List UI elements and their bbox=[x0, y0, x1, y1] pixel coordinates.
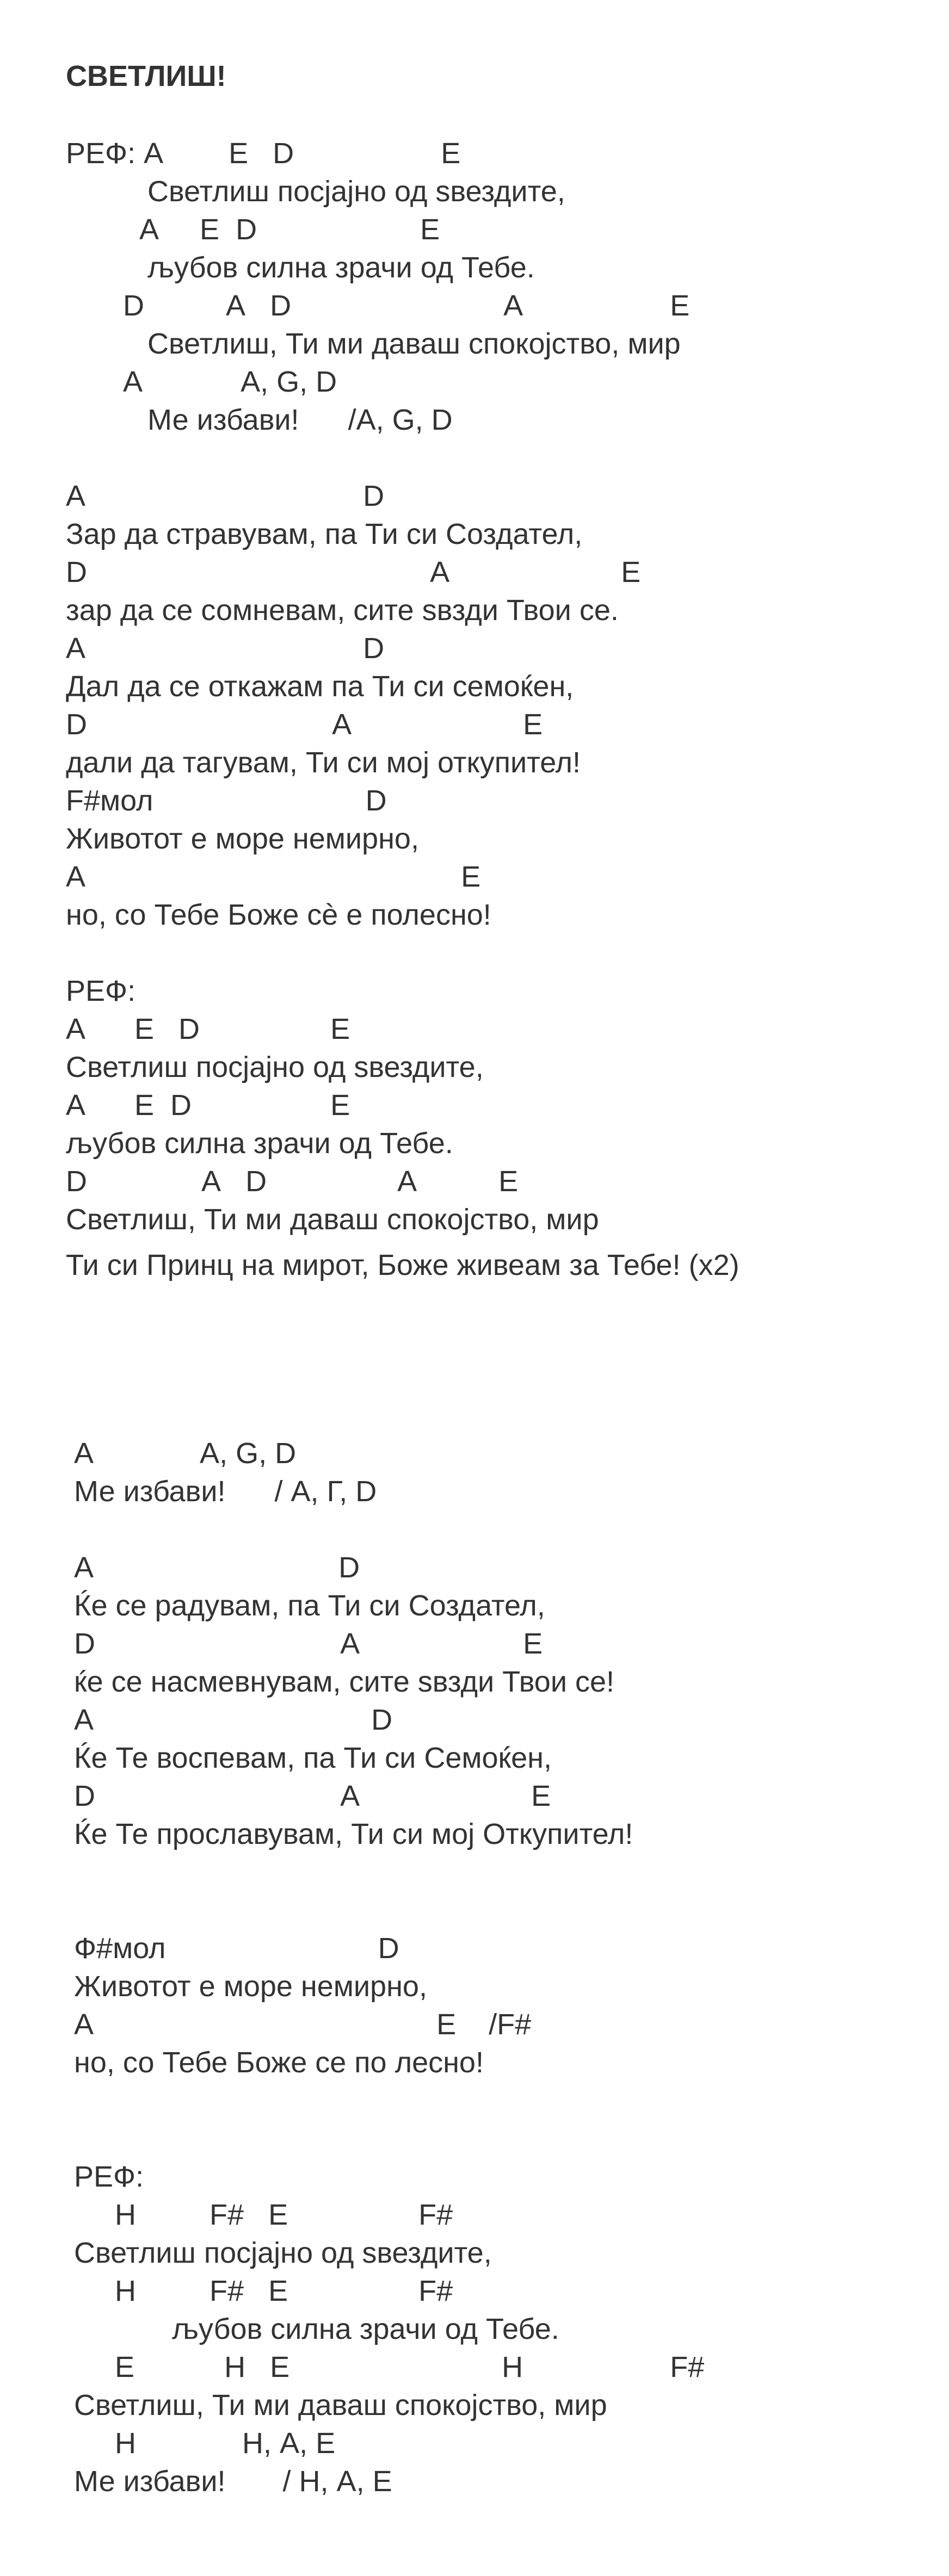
chord-line: F#мол D bbox=[66, 784, 387, 817]
chord-line: А Е bbox=[66, 860, 481, 893]
chord-line: А Е D Е bbox=[66, 213, 440, 246]
chord-line: D А Е bbox=[74, 1780, 551, 1812]
chord-line: А D bbox=[74, 1704, 393, 1736]
chord-line: А А, G, D bbox=[66, 366, 337, 398]
lyric-line: дали да тагувам, Ти си мој откупител! bbox=[66, 746, 581, 779]
lyric-line: Животот е море немирно, bbox=[74, 1970, 427, 2003]
chord-line: Н F# Е F# bbox=[74, 2199, 453, 2231]
chord-line: А А, G, D bbox=[74, 1437, 297, 1470]
lyric-line: љубов силна зрачи од Тебе. bbox=[66, 1127, 453, 1160]
lyric-line: зар да се сомневам, сите ѕвзди Твои се. bbox=[66, 594, 619, 627]
lyric-line: Светлиш посјајно од ѕвездите, bbox=[66, 1051, 484, 1083]
chord-line: А D bbox=[66, 480, 385, 512]
chord-line: А Е D Е bbox=[66, 1089, 350, 1122]
lyric-line: Светлиш, Ти ми даваш спокојство, мир bbox=[74, 2389, 607, 2422]
lyric-line: Светлиш посјајно од ѕвездите, bbox=[66, 175, 565, 208]
chord-line: D А Е bbox=[74, 1627, 543, 1660]
lyric-line: љубов силна зрачи од Тебе. bbox=[66, 251, 535, 284]
chord-line: А D bbox=[74, 1551, 360, 1584]
chord-line: РЕФ: bbox=[66, 975, 136, 1007]
lyric-line: но, со Тебе Боже се по лесно! bbox=[74, 2046, 484, 2079]
lyric-line: Дал да се откажам па Ти си семоќен, bbox=[66, 670, 574, 703]
lyric-line: Зар да стравувам, па Ти си Создател, bbox=[66, 518, 583, 550]
chord-line: А Е /F# bbox=[74, 2008, 532, 2041]
lyric-line: Светлиш, Ти ми даваш спокојство, мир bbox=[66, 1203, 599, 1236]
chord-line: D А D А Е bbox=[66, 289, 690, 322]
lyric-line: ќе се насмевнувам, сите ѕвзди Твои се! bbox=[74, 1665, 615, 1698]
lyric-line: љубов силна зрачи од Тебе. bbox=[74, 2313, 559, 2345]
chord-line: D А Е bbox=[66, 708, 543, 741]
chord-line: РЕФ: bbox=[74, 2160, 144, 2193]
chord-line: D А D А Е bbox=[66, 1165, 519, 1198]
lyric-line: Светлиш, Ти ми даваш спокојство, мир bbox=[66, 327, 681, 360]
chord-line: Н F# Е F# bbox=[74, 2275, 453, 2307]
lyric-line: но, со Тебе Боже сè е полесно! bbox=[66, 899, 491, 931]
lyric-line: Ме избави! / А, Г, D bbox=[74, 1475, 377, 1508]
lyric-line: Ти си Принц на мирот, Боже живеам за Тебе! (x2) bbox=[66, 1249, 740, 1281]
lyric-line: Ме избави! /А, G, D bbox=[66, 404, 453, 436]
chord-line: А D bbox=[66, 632, 385, 665]
song-title: СВЕТЛИШ! bbox=[66, 60, 226, 92]
lyric-line: Ме избави! / Н, А, Е bbox=[74, 2465, 392, 2498]
chord-line: А Е D Е bbox=[66, 1013, 350, 1045]
lyric-line: Ќе Те прославувам, Ти си мој Откупител! bbox=[74, 1818, 633, 1850]
lyric-line: Животот е море немирно, bbox=[66, 822, 419, 855]
lyric-line: Ќе Те воспевам, па Ти си Семоќен, bbox=[74, 1742, 552, 1774]
chord-line: Ф#мол D bbox=[74, 1932, 399, 1965]
lyric-line: Светлиш посјајно од ѕвездите, bbox=[74, 2237, 492, 2269]
lyric-line: Ќе се радувам, па Ти си Создател, bbox=[74, 1589, 545, 1622]
chord-line: РЕФ: А Е D Е bbox=[66, 137, 461, 170]
chord-line: D А Е bbox=[66, 556, 641, 589]
chord-line: Е Н Е Н F# bbox=[74, 2351, 705, 2383]
chord-line: Н Н, А, Е bbox=[74, 2427, 336, 2460]
